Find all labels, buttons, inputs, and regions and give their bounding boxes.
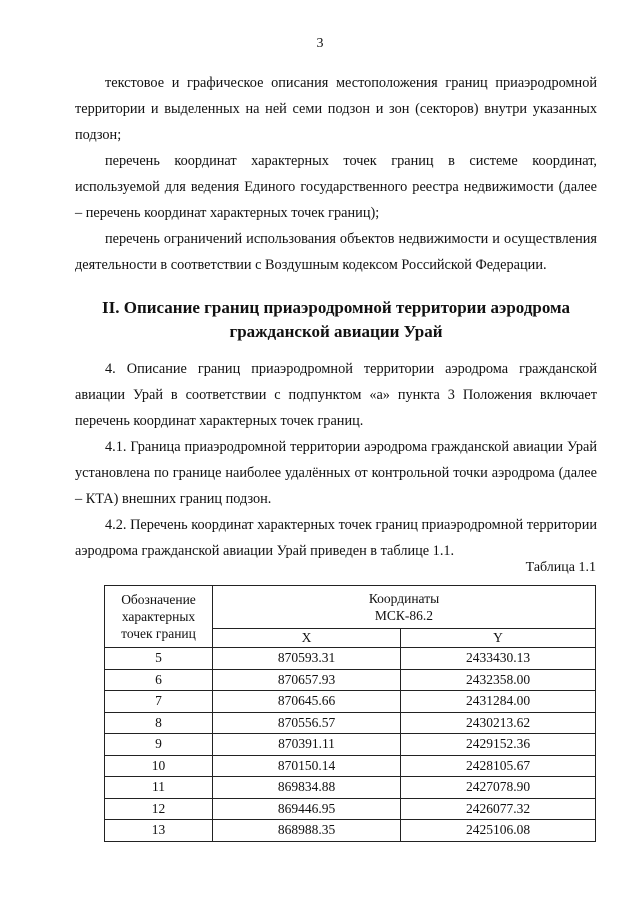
y-cell: 2429152.36 [401,734,596,756]
table-row [105,755,596,777]
section-heading [75,296,597,344]
body-paragraph-4-1 [75,434,597,512]
point-id-cell: 13 [105,820,213,842]
body-text-4: 4. Описание границ приаэродромной территории аэродрома гражданской авиации Урай в соответствии с подпунктом «а» пункта 3 Положения включает перечень координат характерных точек границ. [75,361,597,429]
intro-text-2: перечень координат характерных точек границ в системе координат, используемой для ведения Единого государственного реестра недвижимости (далее – перечень координат характерных точек границ); [75,153,597,221]
table-row [105,798,596,820]
table-row [105,691,596,713]
coordinates-group-header [213,586,596,629]
x-cell: 870556.57 [213,712,401,734]
y-cell: 2431284.00 [401,691,596,713]
x-cell: 870657.93 [213,669,401,691]
intro-text-3: перечень ограничений использования объектов недвижимости и осуществления деятельности в соответствии с Воздушным кодексом Российской Федерации. [75,231,597,273]
y-cell: 2425106.08 [401,820,596,842]
intro-text-1: текстовое и графическое описания местоположения границ приаэродромной территории и выделенных на ней семи подзон и зон (секторов) внутри указанных подзон; [75,75,597,143]
coordinates-header-line-2: МСК-86.2 [374,608,434,623]
section-heading-line-1: II. Описание границ приаэродромной территории аэродрома [101,298,571,317]
x-cell: 870391.11 [213,734,401,756]
table-row [105,820,596,842]
x-cell: 868988.35 [213,820,401,842]
page-number: 3 [316,36,324,51]
point-id-cell: 8 [105,712,213,734]
y-cell: 2433430.13 [401,648,596,670]
body-text-4-2: 4.2. Перечень координат характерных точек границ приаэродромной территории аэродрома гражданской авиации Урай приведен в таблице 1.1. [75,517,597,559]
point-id-cell: 9 [105,734,213,756]
x-cell: 869834.88 [213,777,401,799]
table-header-row [105,586,596,629]
point-id-cell: 12 [105,798,213,820]
point-id-cell: 11 [105,777,213,799]
coordinates-header-line-1: Координаты [368,591,440,606]
point-id-cell: 10 [105,755,213,777]
y-cell: 2432358.00 [401,669,596,691]
y-header: Y [401,629,596,648]
body-paragraph-4-2 [75,512,597,564]
y-cell: 2428105.67 [401,755,596,777]
table-row [105,712,596,734]
point-id-cell: 5 [105,648,213,670]
table-row [105,669,596,691]
x-cell: 870593.31 [213,648,401,670]
table-body [105,648,596,842]
intro-paragraph-3 [75,226,597,278]
point-id-cell: 7 [105,691,213,713]
x-cell: 870645.66 [213,691,401,713]
coordinates-table [104,585,596,842]
table-caption: Таблица 1.1 [525,560,596,575]
x-header: X [213,629,401,648]
point-label-header: Обозначение характерных точек границ [105,586,213,648]
table-row [105,734,596,756]
section-heading-line-2: гражданской авиации Урай [229,322,443,341]
x-cell: 869446.95 [213,798,401,820]
table-row [105,648,596,670]
y-cell: 2430213.62 [401,712,596,734]
intro-paragraph-1 [75,70,597,148]
body-paragraph-4 [75,356,597,434]
point-id-cell: 6 [105,669,213,691]
y-cell: 2426077.32 [401,798,596,820]
table-row [105,777,596,799]
intro-paragraph-2 [75,148,597,226]
x-cell: 870150.14 [213,755,401,777]
body-text-4-1: 4.1. Граница приаэродромной территории аэродрома гражданской авиации Урай установлена по границе наиболее удалённых от контрольной точки аэродрома (далее – КТА) внешних границ подзон. [75,439,597,507]
y-cell: 2427078.90 [401,777,596,799]
